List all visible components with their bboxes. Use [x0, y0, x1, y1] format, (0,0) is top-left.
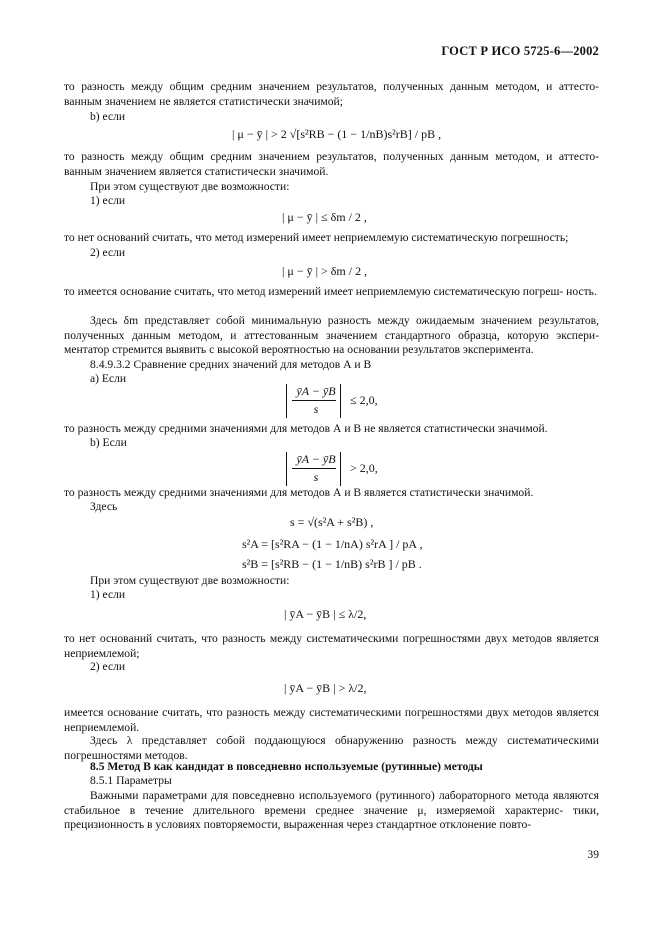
list-label: 1) если	[90, 588, 126, 601]
subsection-heading: 8.5.1 Параметры	[90, 774, 172, 787]
page-number: 39	[587, 848, 599, 861]
formula: | μ − ȳ | > 2 √[s²RB − (1 − 1/nB)s²rB] / pB ,	[232, 127, 442, 141]
section-heading: 8.5 Метод В как кандидат в повседневно используемые (рутинные) методы	[90, 760, 483, 773]
fraction-relation: > 2,0,	[350, 461, 378, 475]
formula: | μ − ȳ | ≤ δm / 2 ,	[282, 210, 367, 224]
paragraph: имеется основание считать, что разность между систематическими погрешностями двух методов является неприемлемой.	[64, 706, 599, 734]
fraction-relation: ≤ 2,0,	[350, 393, 378, 407]
paragraph: Здесь λ представляет собой поддающуюся обнаружению разность между систематическими погрешностями методов.	[64, 734, 599, 762]
paragraph: то разность между средними значениями для методов А и В не является статистически значимой.	[64, 422, 548, 435]
paragraph: Здесь	[90, 500, 118, 513]
section-heading: 8.4.9.3.2 Сравнение средних значений для методов А и В	[90, 358, 372, 371]
fraction-numerator: ȳA − ȳB	[296, 384, 336, 398]
list-label: b) если	[90, 110, 126, 123]
paragraph: то разность между общим средним значением результатов, полученных данным методом, и аттесто- ванным значением является статистически значимой.	[64, 150, 599, 178]
page-header: ГОСТ Р ИСО 5725-6—2002	[441, 44, 599, 58]
formula: | ȳA − ȳB | ≤ λ/2,	[284, 607, 367, 621]
paragraph: При этом существуют две возможности:	[90, 574, 290, 587]
fraction-numerator: ȳA − ȳB	[296, 452, 336, 466]
paragraph: то разность между общим средним значением результатов, полученных данным методом, и аттесто- ванным значением не является статистически значимой;	[64, 80, 599, 108]
paragraph: то нет оснований считать, что метод измерений имеет неприемлемую систематическую погрешность;	[64, 231, 569, 244]
list-label: b) Если	[90, 436, 127, 449]
fraction-denominator: s	[313, 402, 319, 416]
paragraph: то нет оснований считать, что разность между систематическими погрешностями двух методов является неприемлемой;	[64, 632, 599, 660]
paragraph: то имеется основание считать, что метод измерений имеет неприемлемую систематическую погреш- ность.	[64, 285, 597, 298]
formula: | ȳA − ȳB | > λ/2,	[284, 681, 367, 695]
list-label: а) Если	[90, 372, 127, 385]
list-label: 1) если	[90, 194, 126, 207]
paragraph: При этом существуют две возможности:	[90, 180, 290, 193]
formula: s²A = [s²RA − (1 − 1/nA) s²rA ] / pA ,	[242, 537, 423, 551]
list-label: 2) если	[90, 246, 126, 259]
paragraph: то разность между средними значениями для методов А и В является статистически значимой.	[64, 486, 534, 499]
formula: s²B = [s²RB − (1 − 1/nB) s²rB ] / pB .	[242, 557, 422, 571]
paragraph: Здесь δm представляет собой минимальную разность между ожидаемым значением результатов, полученных данным методом, и аттестованным значением стандартного образца, которую экспери- ментатор стремится выявить с высокой вероятностью на основании результатов эксперимента.	[64, 314, 599, 357]
formula: | μ − ȳ | > δm / 2 ,	[282, 264, 368, 278]
formula: s = √(s²A + s²B) ,	[290, 515, 374, 529]
list-label: 2) если	[90, 660, 126, 673]
fraction-denominator: s	[313, 470, 319, 484]
paragraph: Важными параметрами для повседневно используемого (рутинного) лабораторного метода являются стабильное в течение длительного времени среднее значение μ, измеряемой характерис- тики, прецизионность в условиях повторяемости, выраженная через стандартное отклонение повто-	[64, 789, 599, 832]
